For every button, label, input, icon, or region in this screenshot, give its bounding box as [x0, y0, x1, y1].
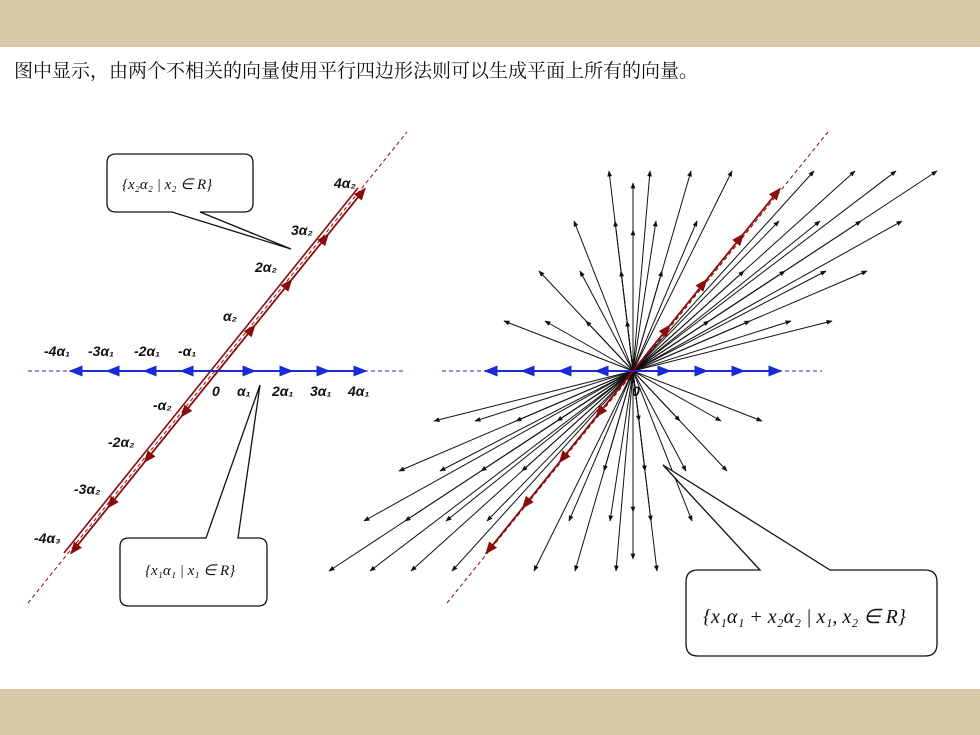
- span-a2-arrow: [707, 234, 744, 280]
- combination-arrow: [633, 271, 826, 371]
- combination-arrow: [569, 371, 633, 521]
- origin-label: 0: [212, 383, 220, 399]
- combination-arrow: [522, 371, 633, 471]
- combination-arrow: [364, 371, 633, 521]
- combination-arrow: [440, 371, 633, 471]
- right-diagram: [329, 132, 937, 656]
- combination-arrow: [633, 171, 896, 371]
- label-neg-3a1: -3α₁: [88, 343, 115, 359]
- combination-arrow: [633, 371, 727, 471]
- label-4a2: 4α₂: [334, 175, 356, 191]
- combination-arrow: [633, 221, 697, 371]
- a2-arrow: [328, 189, 365, 235]
- span-a2-arrow: [743, 189, 780, 235]
- a2-arrow: [145, 417, 182, 463]
- combination-arrow: [370, 371, 633, 571]
- left-diagram: [28, 132, 407, 606]
- combination-arrow: [633, 171, 937, 371]
- combination-arrow: [633, 171, 814, 371]
- slide-caption: 图中显示，由两个不相关的向量使用平行四边形法则可以生成平面上所有的向量。: [14, 60, 699, 82]
- label-a1: α₁: [237, 383, 251, 399]
- label-neg-4a1: -4α₁: [44, 343, 71, 359]
- a2-arrow: [292, 234, 329, 280]
- label-neg-3a2: -3α₂: [74, 481, 101, 497]
- label-neg-a1: -α₁: [178, 343, 197, 359]
- combination-arrow: [633, 221, 820, 371]
- a2-arrow: [255, 280, 292, 326]
- span-a2-arrow: [486, 508, 523, 554]
- combination-arrow: [446, 371, 633, 521]
- label-neg-a2: -α₂: [153, 397, 172, 413]
- span-origin-label: 0: [632, 383, 640, 399]
- label-4a1: 4α₁: [348, 383, 370, 399]
- combination-arrow: [504, 321, 633, 371]
- combination-arrow: [586, 321, 633, 371]
- a2-arrow: [108, 462, 145, 508]
- combination-arrow: [452, 371, 633, 571]
- combination-arrow: [633, 171, 855, 371]
- callout-a2-set: [107, 154, 291, 249]
- label-neg-2a2: -2α₂: [108, 434, 135, 450]
- label-3a1: 3α₁: [310, 383, 332, 399]
- set-a1-text: {x₁α₁ | x₁ ∈ R}: [145, 563, 236, 579]
- label-2a2: 2α₂: [255, 259, 277, 275]
- label-neg-4a3: -4α₃: [34, 530, 61, 546]
- label-a2: α₂: [223, 308, 238, 324]
- a2-arrow: [218, 325, 255, 371]
- set-span-text: {x₁α₁ + x₂α₂ | x₁, x₂ ∈ R}: [703, 606, 906, 628]
- set-a2-text: {x₂α₂ | x₂ ∈ R}: [122, 177, 213, 193]
- label-neg-2a1: -2α₁: [134, 343, 161, 359]
- span-a2-arrow: [523, 462, 560, 508]
- label-3a2: 3α₂: [291, 222, 313, 238]
- a2-arrow: [71, 508, 108, 554]
- combination-arrow: [633, 371, 762, 421]
- label-2a1: 2α₁: [272, 383, 294, 399]
- combination-arrow: [633, 221, 902, 371]
